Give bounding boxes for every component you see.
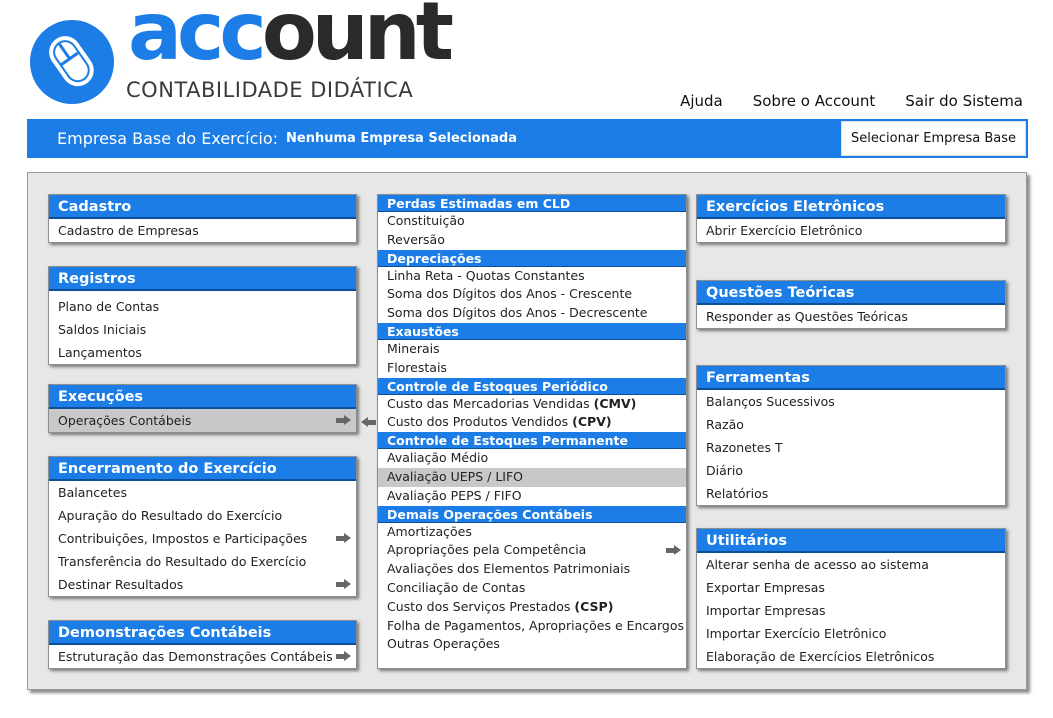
menu-item-razao[interactable]: Razão [706, 417, 744, 432]
demonstracoes-box [48, 620, 357, 669]
menu-item-folha-pagamentos[interactable]: Folha de Pagamentos, Apropriações e Encargos [387, 617, 684, 633]
menu-item-avaliacao-peps[interactable]: Avaliação PEPS / FIFO [387, 487, 522, 503]
menu-item-importar-exercicio[interactable]: Importar Exercício Eletrônico [706, 626, 887, 641]
execucoes-box [48, 384, 357, 433]
menu-item-code: (CPV) [572, 414, 612, 430]
menu-item-avaliacoes-elementos[interactable]: Avaliações dos Elementos Patrimoniais [387, 561, 631, 577]
menu-item-alterar-senha[interactable]: Alterar senha de acesso ao sistema [706, 557, 929, 572]
menu-item-relatorios[interactable]: Relatórios [706, 486, 769, 501]
menu-item-estruturacao-demonstracoes[interactable] [49, 645, 356, 668]
menu-item-label: Custo dos Produtos Vendidos [387, 414, 573, 430]
menu-item-razonetes[interactable]: Razonetes T [706, 440, 783, 455]
menu-item-code: (CMV) [593, 395, 637, 411]
menu-item-operacoes-contabeis[interactable] [49, 409, 356, 432]
menu-item-conciliacao-contas[interactable]: Conciliação de Contas [387, 579, 526, 595]
menu-item-abrir-exercicio[interactable]: Abrir Exercício Eletrônico [706, 223, 863, 238]
menu-item-lancamentos[interactable]: Lançamentos [58, 345, 142, 360]
company-label: Empresa Base do Exercício: [57, 129, 279, 148]
arrow-right-icon [336, 533, 352, 544]
menu-item-label: Custo das Mercadorias Vendidas [387, 395, 594, 411]
demonstracoes-title: Demonstrações Contábeis [49, 621, 356, 645]
teoricas-title: Questões Teóricas [697, 281, 1005, 305]
exaustoes-title: Exaustões [378, 323, 686, 340]
menu-item-plano-contas[interactable]: Plano de Contas [58, 299, 160, 314]
encerramento-title: Encerramento do Exercício [49, 457, 356, 481]
eletronicos-title: Exercícios Eletrônicos [697, 195, 1005, 219]
menu-item-soma-digitos-decrescente[interactable]: Soma dos Dígitos dos Anos - Decrescente [387, 305, 648, 321]
menu-item-apropriacoes-competencia[interactable] [378, 541, 686, 560]
menu-item-label: Custo dos Serviços Prestados [387, 598, 575, 614]
menu-item-csp[interactable] [378, 598, 686, 617]
cadastro-title: Cadastro [49, 195, 356, 219]
logo-subtitle: CONTABILIDADE DIDÁTICA [126, 78, 414, 102]
app-logo [26, 0, 456, 108]
arrow-left-icon [360, 417, 376, 428]
menu-item-florestais[interactable]: Florestais [387, 359, 447, 375]
menu-item-diario[interactable]: Diário [706, 463, 744, 478]
perdas-title: Perdas Estimadas em CLD [378, 195, 686, 212]
registros-box [48, 266, 357, 365]
menu-item-amortizacoes[interactable]: Amortizações [387, 523, 472, 539]
menu-item-outras-operacoes[interactable]: Outras Operações [387, 636, 500, 652]
menu-item-responder-questoes[interactable]: Responder as Questões Teóricas [706, 309, 908, 324]
teoricas-box [696, 280, 1006, 329]
cadastro-box [48, 194, 357, 243]
menu-item-linha-reta[interactable]: Linha Reta - Quotas Constantes [387, 267, 585, 283]
menu-item-apuracao-resultado[interactable]: Apuração do Resultado do Exercício [58, 508, 283, 523]
periodico-title: Controle de Estoques Periódico [378, 378, 686, 395]
menu-item-balancos-sucessivos[interactable]: Balanços Sucessivos [706, 394, 835, 409]
company-bar [27, 119, 1028, 158]
menu-item-destinar-resultados[interactable] [49, 573, 356, 596]
menu-item-contribuicoes[interactable] [49, 527, 356, 550]
arrow-right-icon [336, 651, 352, 662]
menu-item-label: Contribuições, Impostos e Participações [58, 531, 308, 546]
execucoes-title: Execuções [49, 385, 356, 409]
menu-item-reversao[interactable]: Reversão [387, 231, 445, 247]
menu-item-cadastro-empresas[interactable]: Cadastro de Empresas [58, 223, 199, 238]
menu-item-balancetes[interactable]: Balancetes [58, 485, 127, 500]
menu-item-avaliacao-medio[interactable]: Avaliação Médio [387, 450, 489, 466]
current-company: Nenhuma Empresa Selecionada [286, 131, 517, 146]
logo-wordmark: account [128, 0, 449, 78]
registros-title: Registros [49, 267, 356, 291]
nav-sair[interactable]: Sair do Sistema [905, 92, 1023, 110]
menu-item-soma-digitos-crescente[interactable]: Soma dos Dígitos dos Anos - Crescente [387, 286, 633, 302]
menu-item-saldos-iniciais[interactable]: Saldos Iniciais [58, 322, 147, 337]
menu-item-constituicao[interactable]: Constituição [387, 213, 465, 228]
menu-item-label: Operações Contábeis [58, 413, 192, 428]
menu-item-exportar-empresas[interactable]: Exportar Empresas [706, 580, 825, 595]
arrow-right-icon [336, 415, 352, 426]
main-panel [27, 172, 1027, 690]
nav-sobre[interactable]: Sobre o Account [752, 92, 876, 110]
menu-item-label: Apropriações pela Competência [387, 542, 587, 558]
utilitarios-title: Utilitários [697, 529, 1005, 553]
menu-item-elaboracao-exercicios[interactable]: Elaboração de Exercícios Eletrônicos [706, 649, 935, 664]
menu-item-cmv[interactable] [378, 395, 686, 414]
encerramento-box [48, 456, 357, 597]
menu-item-cpv[interactable] [378, 413, 686, 432]
arrow-right-icon [666, 545, 682, 556]
select-company-button[interactable]: Selecionar Empresa Base [841, 121, 1026, 156]
menu-item-transferencia-resultado[interactable]: Transferência do Resultado do Exercício [58, 554, 307, 569]
permanente-title: Controle de Estoques Permanente [378, 432, 686, 449]
menu-item-code: (CSP) [574, 598, 614, 614]
menu-item-avaliacao-ueps[interactable]: Avaliação UEPS / LIFO [378, 468, 686, 487]
top-nav [680, 92, 1023, 110]
menu-item-label: Destinar Resultados [58, 577, 184, 592]
menu-item-importar-empresas[interactable]: Importar Empresas [706, 603, 826, 618]
menu-item-label: Estruturação das Demonstrações Contábeis [58, 649, 333, 664]
menu-item-minerais[interactable]: Minerais [387, 340, 440, 356]
demais-title: Demais Operações Contábeis [378, 506, 686, 523]
depreciacoes-title: Depreciações [378, 250, 686, 267]
ferramentas-title: Ferramentas [697, 366, 1005, 390]
arrow-right-icon [336, 579, 352, 590]
mouse-icon [28, 18, 116, 106]
operacoes-menu [377, 194, 687, 669]
ferramentas-box [696, 365, 1006, 506]
nav-ajuda[interactable]: Ajuda [680, 92, 723, 110]
utilitarios-box [696, 528, 1006, 669]
eletronicos-box [696, 194, 1006, 243]
